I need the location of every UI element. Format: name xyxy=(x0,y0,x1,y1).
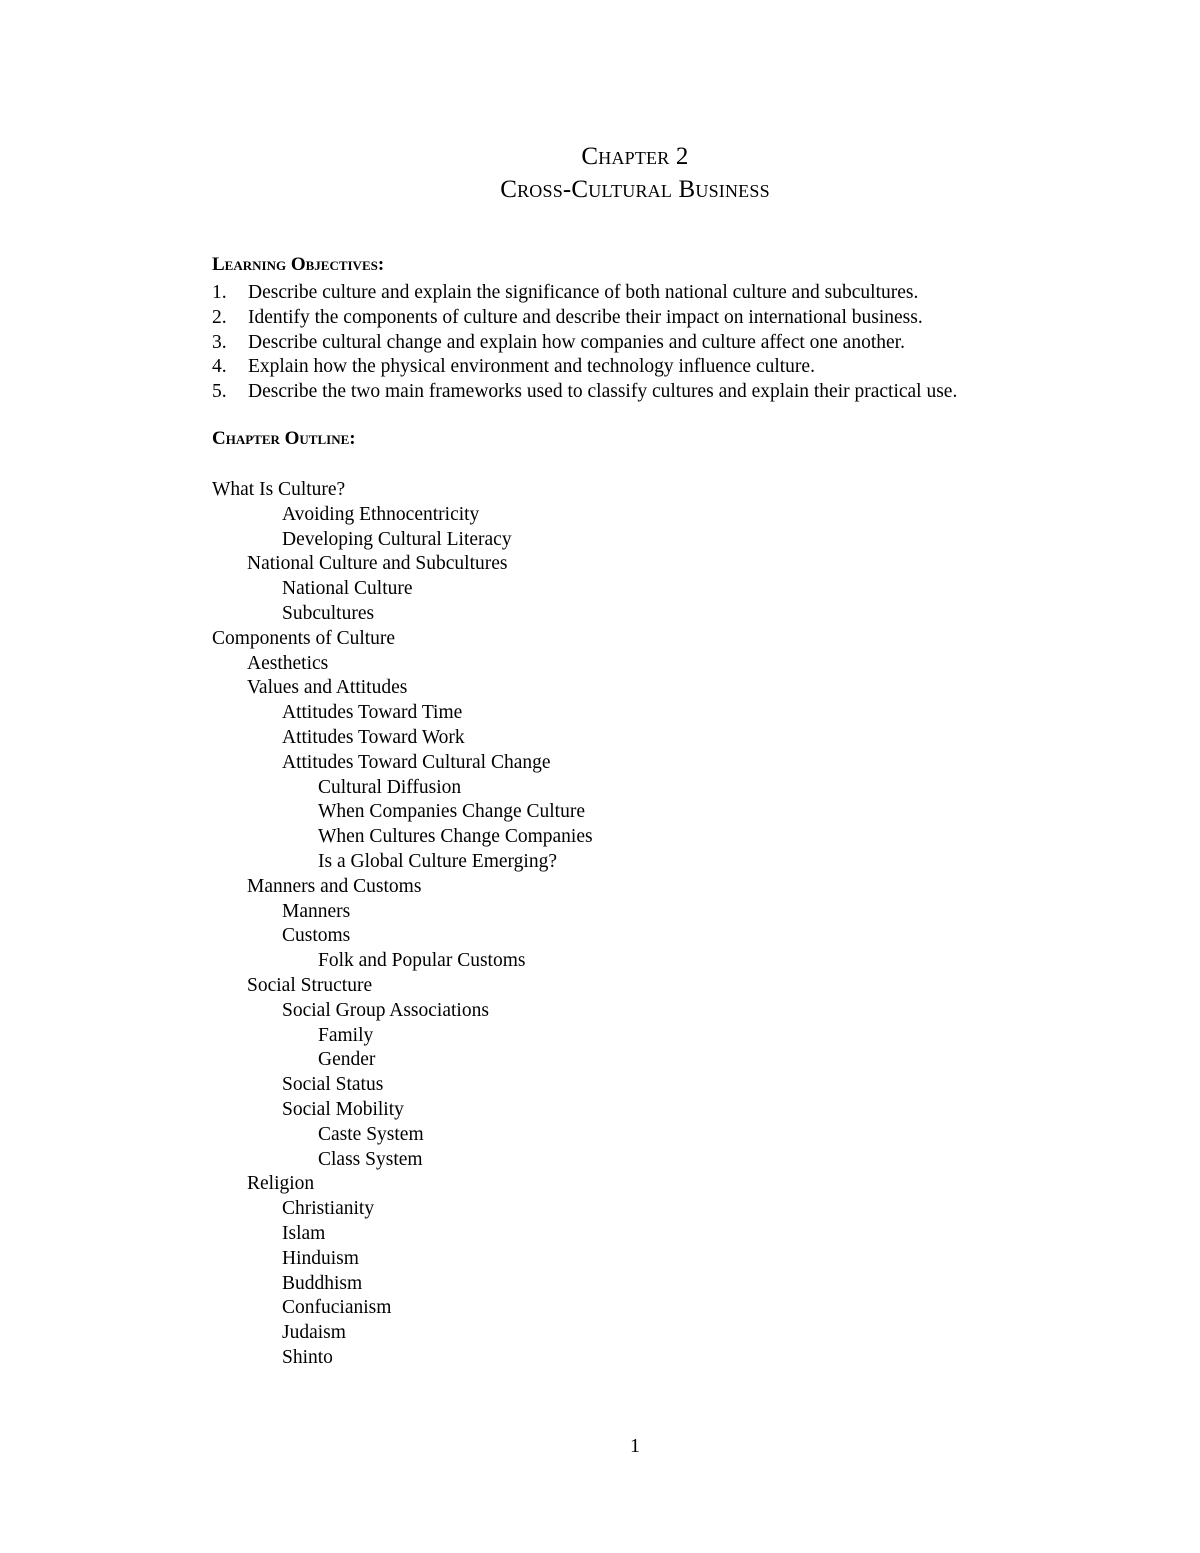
outline-item: Values and Attitudes xyxy=(247,677,408,699)
outline-item: Religion xyxy=(247,1173,315,1195)
outline-item: Christianity xyxy=(282,1198,375,1220)
outline-item: Social Group Associations xyxy=(282,999,489,1021)
outline-item: National Culture xyxy=(282,578,413,600)
objective-text: Identify the components of culture and describe their impact on international business. xyxy=(248,306,923,328)
objective-number: 4. xyxy=(212,356,227,378)
outline-item: Attitudes Toward Time xyxy=(282,702,463,724)
chapter-number: Chapter 2 xyxy=(581,143,689,170)
outline-item: Social Structure xyxy=(247,974,373,996)
outline-item: Manners and Customs xyxy=(247,875,422,897)
outline-item: Components of Culture xyxy=(212,627,396,649)
learning-objectives-list xyxy=(212,281,957,405)
chapter-outline-list xyxy=(212,478,593,1371)
outline-item: Caste System xyxy=(318,1123,424,1145)
outline-item: When Companies Change Culture xyxy=(318,801,585,823)
outline-item: Social Mobility xyxy=(282,1098,404,1120)
objective-text: Describe cultural change and explain how companies and culture affect one another. xyxy=(248,331,905,353)
outline-item: Buddhism xyxy=(282,1272,363,1294)
objective-item xyxy=(212,331,957,356)
outline-item: Folk and Popular Customs xyxy=(318,950,526,972)
outline-item: Aesthetics xyxy=(247,652,329,674)
outline-item: Islam xyxy=(282,1222,326,1244)
objective-item xyxy=(212,306,957,331)
outline-item: Attitudes Toward Cultural Change xyxy=(282,751,551,773)
objective-item xyxy=(212,380,957,405)
outline-item: Social Status xyxy=(282,1074,384,1096)
objective-text: Describe culture and explain the significance of both national culture and subcultures. xyxy=(248,282,919,303)
outline-item: Manners xyxy=(282,900,351,922)
outline-item: Customs xyxy=(282,925,351,947)
outline-item: Avoiding Ethnocentricity xyxy=(282,503,480,525)
outline-item: National Culture and Subcultures xyxy=(247,553,508,575)
outline-item: When Cultures Change Companies xyxy=(318,826,593,848)
outline-item: What Is Culture? xyxy=(212,479,346,500)
objective-number: 3. xyxy=(212,331,227,353)
outline-item: Confucianism xyxy=(282,1297,392,1319)
objective-item xyxy=(212,355,957,380)
objective-item xyxy=(212,281,957,306)
objective-text: Explain how the physical environment and technology influence culture. xyxy=(248,356,815,378)
outline-item: Subcultures xyxy=(282,602,375,624)
objective-text: Describe the two main frameworks used to classify cultures and explain their practical use. xyxy=(248,381,958,403)
outline-item: Shinto xyxy=(282,1346,333,1368)
outline-item: Attitudes Toward Work xyxy=(282,726,465,748)
outline-item: Class System xyxy=(318,1148,423,1170)
outline-item: Is a Global Culture Emerging? xyxy=(318,850,557,872)
objective-number: 5. xyxy=(212,381,227,403)
learning-objectives-heading: Learning Objectives: xyxy=(212,254,385,275)
outline-item: Gender xyxy=(318,1049,376,1071)
chapter-outline-heading: Chapter Outline: xyxy=(212,428,356,449)
outline-item: Hinduism xyxy=(282,1247,359,1269)
page-number: 1 xyxy=(630,1435,640,1457)
objective-number: 1. xyxy=(212,282,227,303)
chapter-title: Cross-Cultural Business xyxy=(500,176,770,203)
objective-number: 2. xyxy=(212,306,227,328)
outline-item: Family xyxy=(318,1024,374,1046)
outline-item: Cultural Diffusion xyxy=(318,776,462,798)
outline-item: Developing Cultural Literacy xyxy=(282,528,512,550)
outline-item: Judaism xyxy=(282,1322,346,1344)
